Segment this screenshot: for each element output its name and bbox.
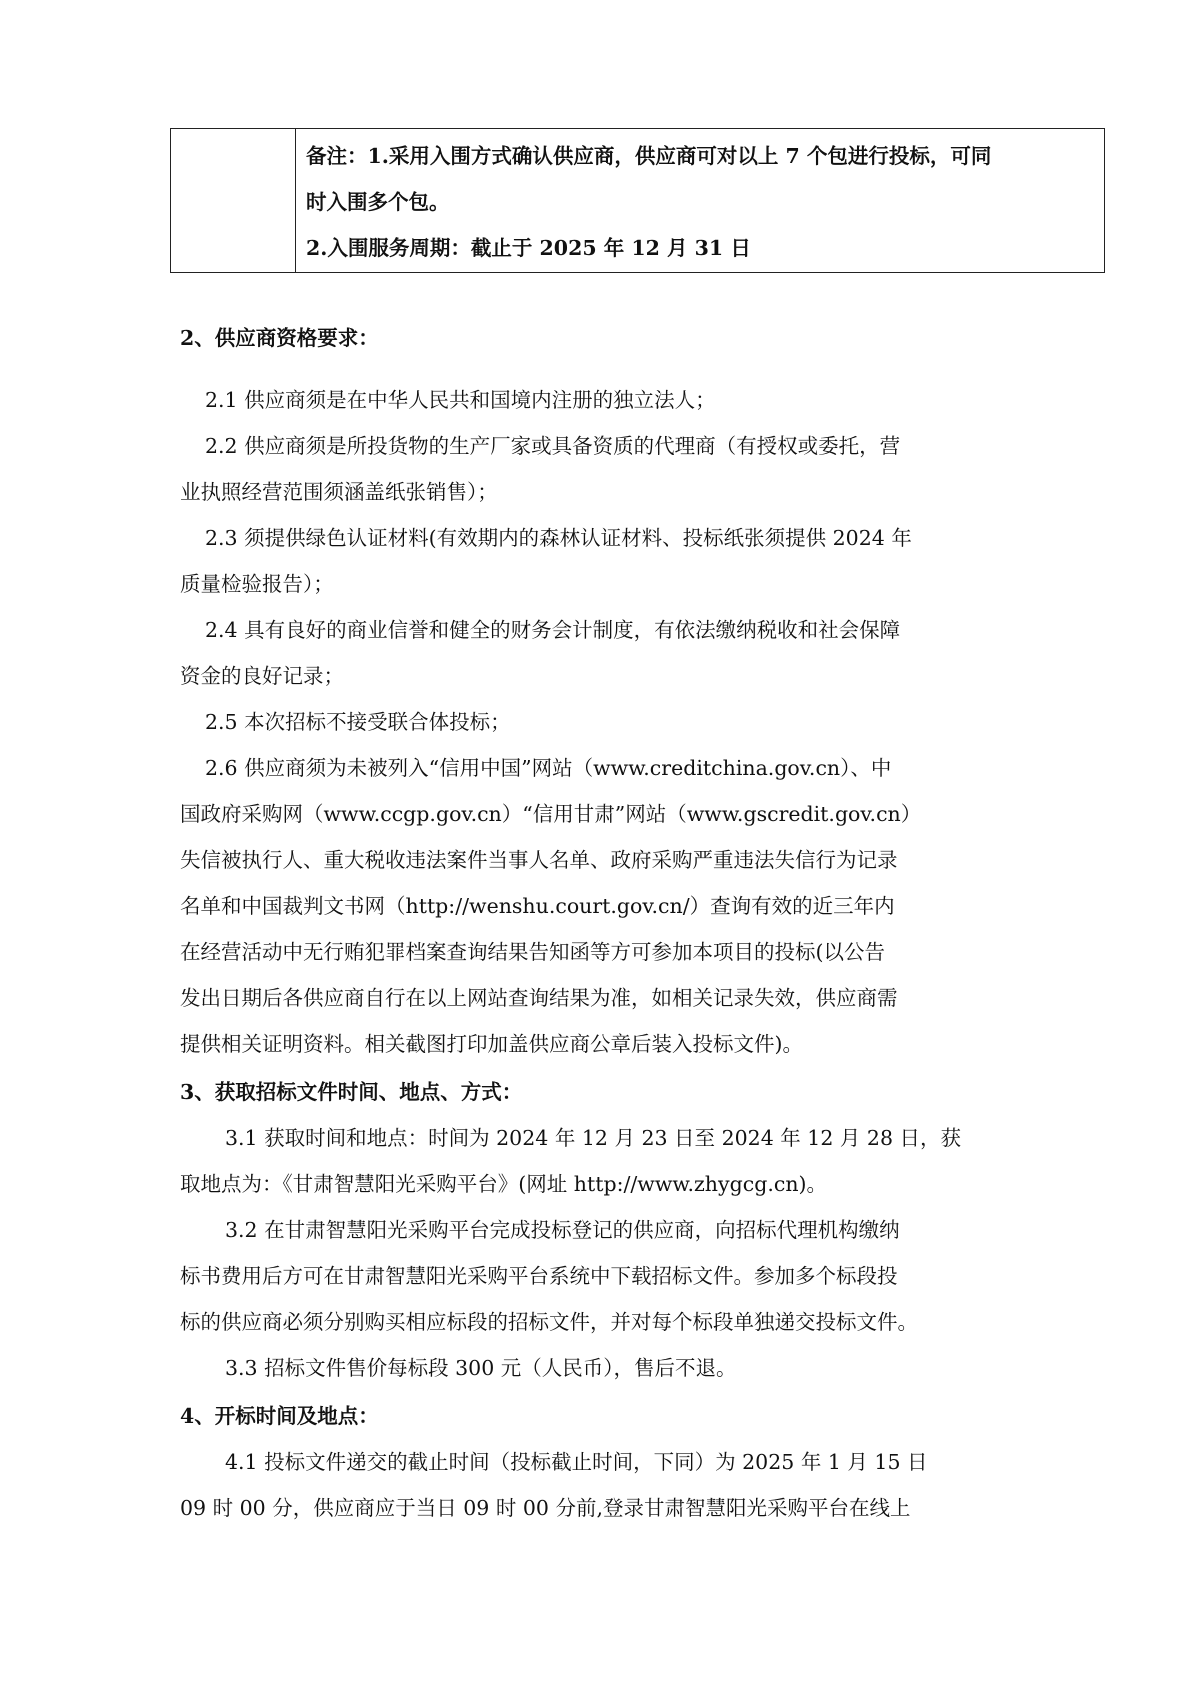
paragraph-line: 3.2 在甘肃智慧阳光采购平台完成投标登记的供应商，向招标代理机构缴纳 [225, 1218, 900, 1242]
paragraph-line: 取地点为：《甘肃智慧阳光采购平台》(网址 http://www.zhygcg.cn)。 [180, 1172, 828, 1196]
note-table [170, 128, 1105, 273]
paragraph-line: 09 时 00 分，供应商应于当日 09 时 00 分前,登录甘肃智慧阳光采购平台在线上 [180, 1496, 911, 1520]
paragraph-line: 国政府采购网（www.ccgp.gov.cn）“信用甘肃”网站（www.gscredit.gov.cn） [180, 802, 922, 826]
paragraph-line: 2.2 供应商须是所投货物的生产厂家或具备资质的代理商（有授权或委托，营 [205, 434, 901, 458]
section-heading-bid-opening: 4、开标时间及地点： [180, 1404, 379, 1428]
section-heading-obtain-documents: 3、获取招标文件时间、地点、方式： [180, 1080, 523, 1104]
paragraph-line: 2.3 须提供绿色认证材料(有效期内的森林认证材料、投标纸张须提供 2024 年 [205, 526, 912, 550]
paragraph-line: 2.6 供应商须为未被列入“信用中国”网站（www.creditchina.gov.cn）、中 [205, 756, 892, 780]
paragraph-line: 2.1 供应商须是在中华人民共和国境内注册的独立法人； [205, 388, 716, 412]
paragraph-line: 发出日期后各供应商自行在以上网站查询结果为准，如相关记录失效，供应商需 [180, 986, 898, 1010]
paragraph-line: 在经营活动中无行贿犯罪档案查询结果告知函等方可参加本项目的投标(以公告 [180, 940, 885, 964]
paragraph-line: 3.3 招标文件售价每标段 300 元（人民币），售后不退。 [225, 1356, 737, 1380]
paragraph-line: 业执照经营范围须涵盖纸张销售）； [180, 480, 498, 504]
paragraph-line: 2.4 具有良好的商业信誉和健全的财务会计制度，有依法缴纳税收和社会保障 [205, 618, 901, 642]
paragraph-line: 资金的良好记录； [180, 664, 344, 688]
paragraph-line: 提供相关证明资料。相关截图打印加盖供应商公章后装入投标文件)。 [180, 1032, 803, 1056]
note-table-empty-cell [171, 129, 296, 272]
section-heading-qualifications: 2、供应商资格要求： [180, 326, 379, 350]
paragraph-line: 3.1 获取时间和地点：时间为 2024 年 12 月 23 日至 2024 年 12 月 28 日，获 [225, 1126, 961, 1150]
note-line: 时入围多个包。 [306, 190, 450, 214]
paragraph-line: 2.5 本次招标不接受联合体投标； [205, 710, 511, 734]
paragraph-line: 失信被执行人、重大税收违法案件当事人名单、政府采购严重违法失信行为记录 [180, 848, 898, 872]
note-line: 备注：1.采用入围方式确认供应商，供应商可对以上 7 个包进行投标，可同 [306, 144, 992, 168]
paragraph-line: 4.1 投标文件递交的截止时间（投标截止时间，下同）为 2025 年 1 月 15 日 [225, 1450, 928, 1474]
paragraph-line: 名单和中国裁判文书网（http://wenshu.court.gov.cn/）查询有效的近三年内 [180, 894, 895, 918]
paragraph-line: 标的供应商必须分别购买相应标段的招标文件，并对每个标段单独递交投标文件。 [180, 1310, 918, 1334]
note-line: 2.入围服务周期：截止于 2025 年 12 月 31 日 [306, 236, 751, 260]
note-table-content-cell [296, 129, 1104, 272]
paragraph-line: 质量检验报告）； [180, 572, 334, 596]
paragraph-line: 标书费用后方可在甘肃智慧阳光采购平台系统中下载招标文件。参加多个标段投 [180, 1264, 898, 1288]
